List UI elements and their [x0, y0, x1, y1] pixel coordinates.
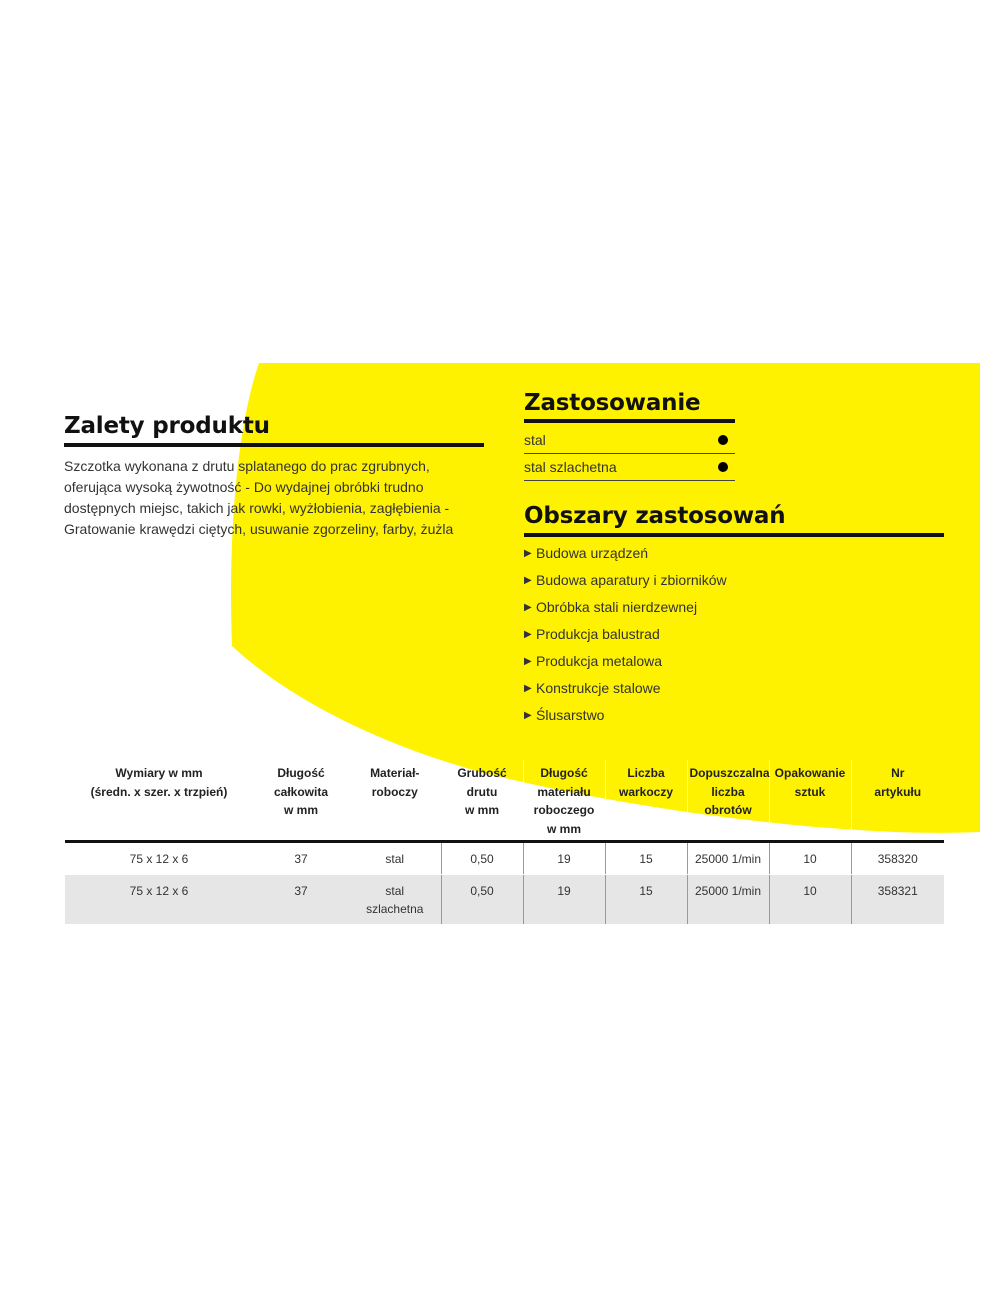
cell-trim-length: 19	[523, 842, 605, 875]
triangle-bullet-icon: ▶	[524, 710, 532, 721]
areas-list	[524, 543, 727, 732]
header-article-no: Nr artykułu	[851, 760, 944, 842]
header-wire-thickness: Grubość drutu w mm	[441, 760, 523, 842]
cell-wire-thickness: 0,50	[441, 875, 523, 925]
cell-wire-thickness: 0,50	[441, 842, 523, 875]
list-item: ▶ Konstrukcje stalowe	[524, 678, 727, 705]
header-knots: Liczba warkoczy	[605, 760, 687, 842]
advantages-title: Zalety produktu	[64, 413, 270, 439]
header-pack: Opakowanie sztuk	[769, 760, 851, 842]
triangle-bullet-icon: ▶	[524, 629, 532, 640]
list-item: ▶ Budowa urządzeń	[524, 543, 727, 570]
cell-article-no: 358320	[851, 842, 944, 875]
dot-icon	[718, 435, 728, 445]
application-row	[524, 427, 735, 454]
cell-knots: 15	[605, 842, 687, 875]
header-dimensions: Wymiary w mm (średn. x szer. x trzpień)	[65, 760, 253, 842]
cell-max-speed: 25000 1/min	[687, 875, 769, 925]
cell-total-length: 37	[253, 842, 349, 875]
list-item: ▶ Budowa aparatury i zbiorników	[524, 570, 727, 597]
cell-dimensions: 75 x 12 x 6	[65, 842, 253, 875]
table-row	[65, 875, 944, 925]
areas-title-rule	[524, 533, 944, 537]
triangle-bullet-icon: ▶	[524, 656, 532, 667]
cell-total-length: 37	[253, 875, 349, 925]
cell-dimensions: 75 x 12 x 6	[65, 875, 253, 925]
application-title-rule	[524, 419, 735, 423]
table-header-row	[65, 760, 944, 842]
header-trim-length: Długość materiału roboczego w mm	[523, 760, 605, 842]
product-table	[65, 760, 944, 924]
application-label: stal szlachetna	[524, 454, 711, 481]
cell-pack: 10	[769, 842, 851, 875]
header-total-length: Długość całkowita w mm	[253, 760, 349, 842]
cell-material: stal	[349, 842, 441, 875]
list-item: ▶ Produkcja metalowa	[524, 651, 727, 678]
header-material: Materiał- roboczy	[349, 760, 441, 842]
application-label: stal	[524, 427, 711, 454]
header-max-speed: Dopuszczalna liczba obrotów	[687, 760, 769, 842]
areas-title: Obszary zastosowań	[524, 503, 786, 529]
list-item: ▶ Produkcja balustrad	[524, 624, 727, 651]
triangle-bullet-icon: ▶	[524, 575, 532, 586]
cell-knots: 15	[605, 875, 687, 925]
dot-icon	[718, 462, 728, 472]
triangle-bullet-icon: ▶	[524, 683, 532, 694]
application-row	[524, 454, 735, 481]
advantages-title-rule	[64, 443, 484, 447]
cell-trim-length: 19	[523, 875, 605, 925]
cell-material: stal szlachetna	[349, 875, 441, 925]
table-row	[65, 842, 944, 875]
application-table	[524, 427, 735, 481]
list-item: ▶ Obróbka stali nierdzewnej	[524, 597, 727, 624]
cell-max-speed: 25000 1/min	[687, 842, 769, 875]
triangle-bullet-icon: ▶	[524, 548, 532, 559]
application-title: Zastosowanie	[524, 390, 701, 416]
cell-article-no: 358321	[851, 875, 944, 925]
advantages-description: Szczotka wykonana z drutu splatanego do prac zgrubnych, oferująca wysoką żywotność - Do wydajnej obróbki trudno dostępnych miejsc, takich jak rowki, wyżłobienia, zagłębienia - Gratowanie krawędzi ciętych, usuwanie zgorzeliny, farby, żużla	[64, 458, 454, 537]
triangle-bullet-icon: ▶	[524, 602, 532, 613]
cell-pack: 10	[769, 875, 851, 925]
list-item: ▶ Ślusarstwo	[524, 705, 727, 732]
